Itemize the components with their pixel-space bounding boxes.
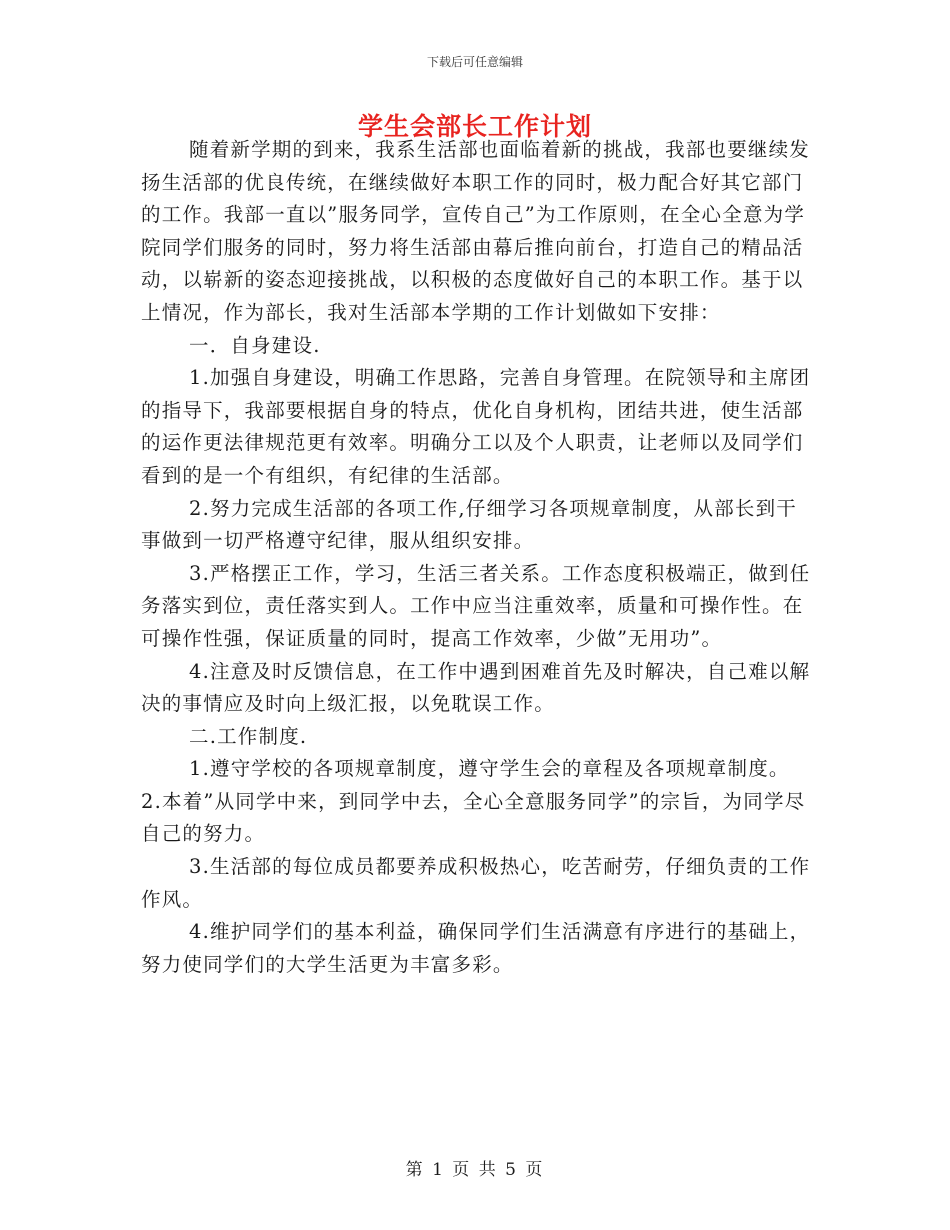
section2-item-3: 3.生活部的每位成员都要养成积极热心，吃苦耐劳，仔细负责的工作作风。 [141,855,811,911]
document-title: 学生会部长工作计划 [357,112,592,141]
section2-item-2: 2.本着”从同学中来，到同学中去，全心全意服务同学”的宗旨，为同学尽自己的努力。 [141,789,806,846]
intro-paragraph: 随着新学期的到来，我系生活部也面临着新的挑战，我部也要继续发扬生活部的优良传统，在继续做好本职工作的同时，极力配合好其它部门的工作。我部一直以”服务同学，宣传自己”为工作原则，在全心全意为学院同学们服务的同时，努力将生活部由幕后推向前台，打造自己的精品活动，以崭新的姿态迎接挑战，以积极的态度做好自己的本职工作。基于以上情况，作为部长，我对生活部本学期的工作计划做如下安排： [141,138,811,324]
section-heading-work-system: 二.工作制度. [189,724,308,748]
section1-item-3: 3.严格摆正工作，学习，生活三者关系。工作态度积极端正，做到任务落实到位，责任落实到人。工作中应当注重效率，质量和可操作性。在可操作性强，保证质量的同时，提高工作效率，少做”无用功”。 [141,561,811,650]
section2-item-4: 4.维护同学们的基本利益，确保同学们生活满意有序进行的基础上，努力使同学们的大学生活更为丰富多彩。 [141,920,811,976]
section2-item-1: 1.遵守学校的各项规章制度，遵守学生会的章程及各项规章制度。 [189,757,790,781]
section1-item-2: 2.努力完成生活部的各项工作,仔细学习各项规章制度，从部长到干事做到一切严格遵守纪律，服从组织安排。 [141,496,798,553]
section1-item-1: 1.加强自身建设，明确工作思路，完善自身管理。在院领导和主席团的指导下，我部要根据自身的特点，优化自身机构，团结共进，使生活部的运作更法律规范更有效率。明确分工以及个人职责，让老师以及同学们看到的是一个有组织，有纪律的生活部。 [141,366,811,487]
page-header-note: 下载后可任意编辑 [426,55,523,69]
document-body [141,134,816,981]
page-number-footer: 第 1 页 共 5 页 [405,1160,545,1180]
section1-item-4: 4.注意及时反馈信息，在工作中遇到困难首先及时解决，自己难以解决的事情应及时向上级汇报，以免耽误工作。 [141,659,811,716]
section-heading-self-building: 一．自身建设. [189,333,321,357]
